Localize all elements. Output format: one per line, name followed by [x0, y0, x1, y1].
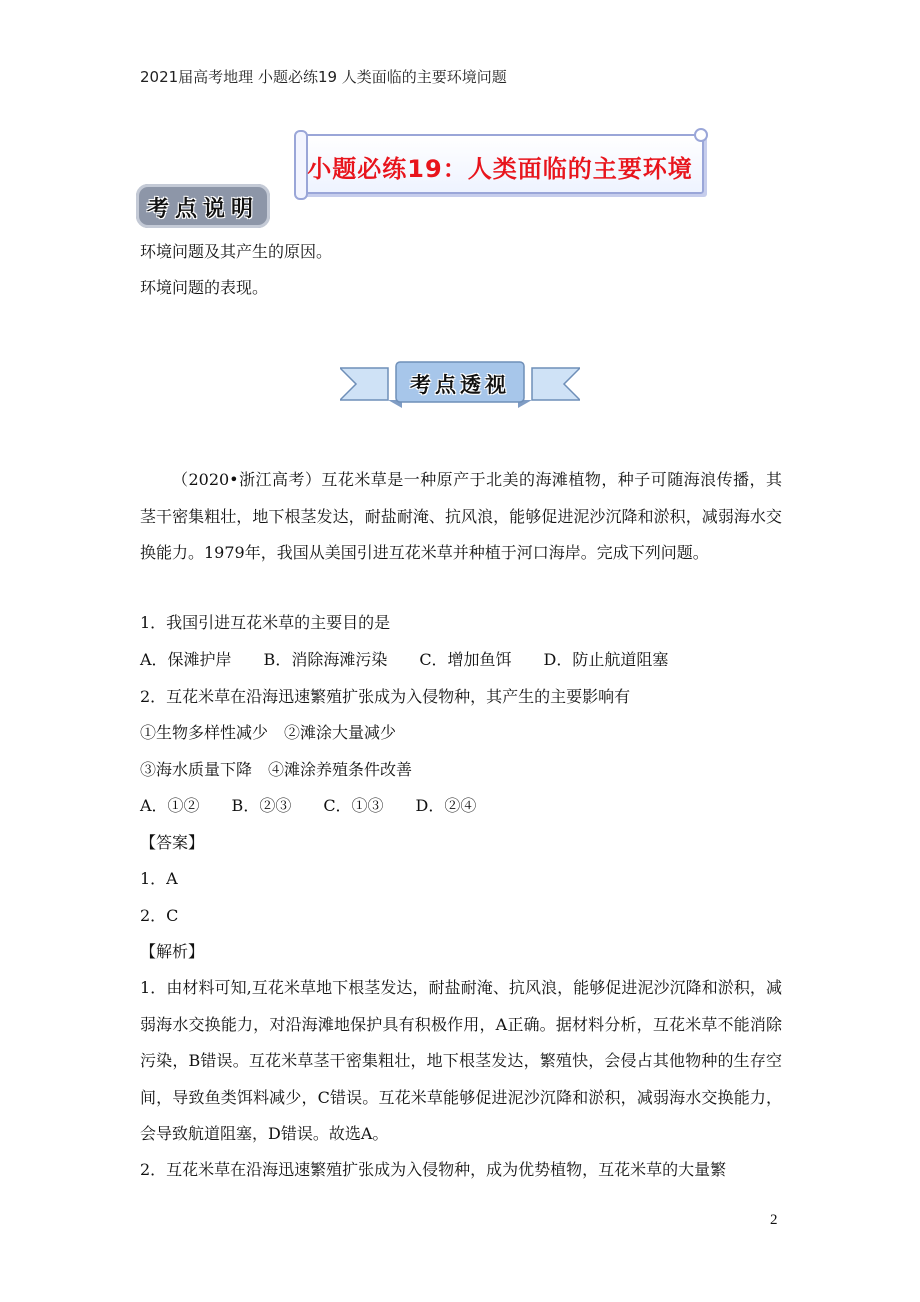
analysis-paragraph-2: 2．互花米草在沿海迅速繁殖扩张成为入侵物种，成为优势植物，互花米草的大量繁: [140, 1160, 727, 1179]
analysis-heading: 【解析】: [140, 942, 205, 961]
question-1-options: A．保滩护岸 B．消除海滩污染 C．增加鱼饵 D．防止航道阻塞: [140, 650, 669, 669]
section-ribbon-kaodian-toushi: [340, 360, 580, 410]
scroll-curl-top: [694, 128, 708, 142]
section1-line-2: 环境问题的表现。: [140, 278, 269, 297]
page-number: 2: [770, 1212, 778, 1228]
section-badge-label: 考点说明: [146, 197, 259, 222]
answer-heading: 【答案】: [140, 833, 205, 852]
section1-line-1: 环境问题及其产生的原因。: [140, 242, 333, 261]
section-badge-kaodian-shuoming: [136, 184, 270, 228]
question-2-options: A．①② B．②③ C．①③ D．②④: [140, 796, 477, 815]
title-scroll-banner: [296, 134, 704, 194]
ribbon-label: 考点透视: [410, 373, 510, 397]
question-2-item-line-1: ①生物多样性减少 ②滩涂大量减少: [140, 723, 397, 742]
banner-title: 小题必练19：人类面临的主要环境: [307, 155, 693, 183]
question-1-stem: 1．我国引进互花米草的主要目的是: [140, 613, 391, 632]
answer-line-1: 1．A: [140, 869, 178, 888]
analysis-paragraph-1: 1．由材料可知,互花米草地下根茎发达，耐盐耐淹、抗风浪，能够促进泥沙沉降和淤积，减弱海水交换能力，对沿海滩地保护具有积极作用，A正确。据材料分析，互花米草不能消除污染，B错误。互花米草茎干密集粗壮，地下根茎发达，繁殖快，会侵占其他物种的生存空间，导致鱼类饵料减少，C错误。互花米草能够促进泥沙沉降和淤积，减弱海水交换能力，会导致航道阻塞，D错误。故选A。: [140, 978, 782, 1143]
question-2-item-line-2: ③海水质量下降 ④滩涂养殖条件改善: [140, 760, 413, 779]
intro-paragraph: （2020•浙江高考）互花米草是一种原产于北美的海滩植物，种子可随海浪传播，其茎干密集粗壮，地下根茎发达，耐盐耐淹、抗风浪，能够促进泥沙沉降和淤积，减弱海水交换能力。1979年，我国从美国引进互花米草并种植于河口海岸。完成下列问题。: [140, 470, 782, 562]
question-2-stem: 2．互花米草在沿海迅速繁殖扩张成为入侵物种，其产生的主要影响有: [140, 687, 631, 706]
answer-line-2: 2．C: [140, 906, 179, 925]
document-header: 2021届高考地理 小题必练19 人类面临的主要环境问题: [140, 68, 507, 86]
